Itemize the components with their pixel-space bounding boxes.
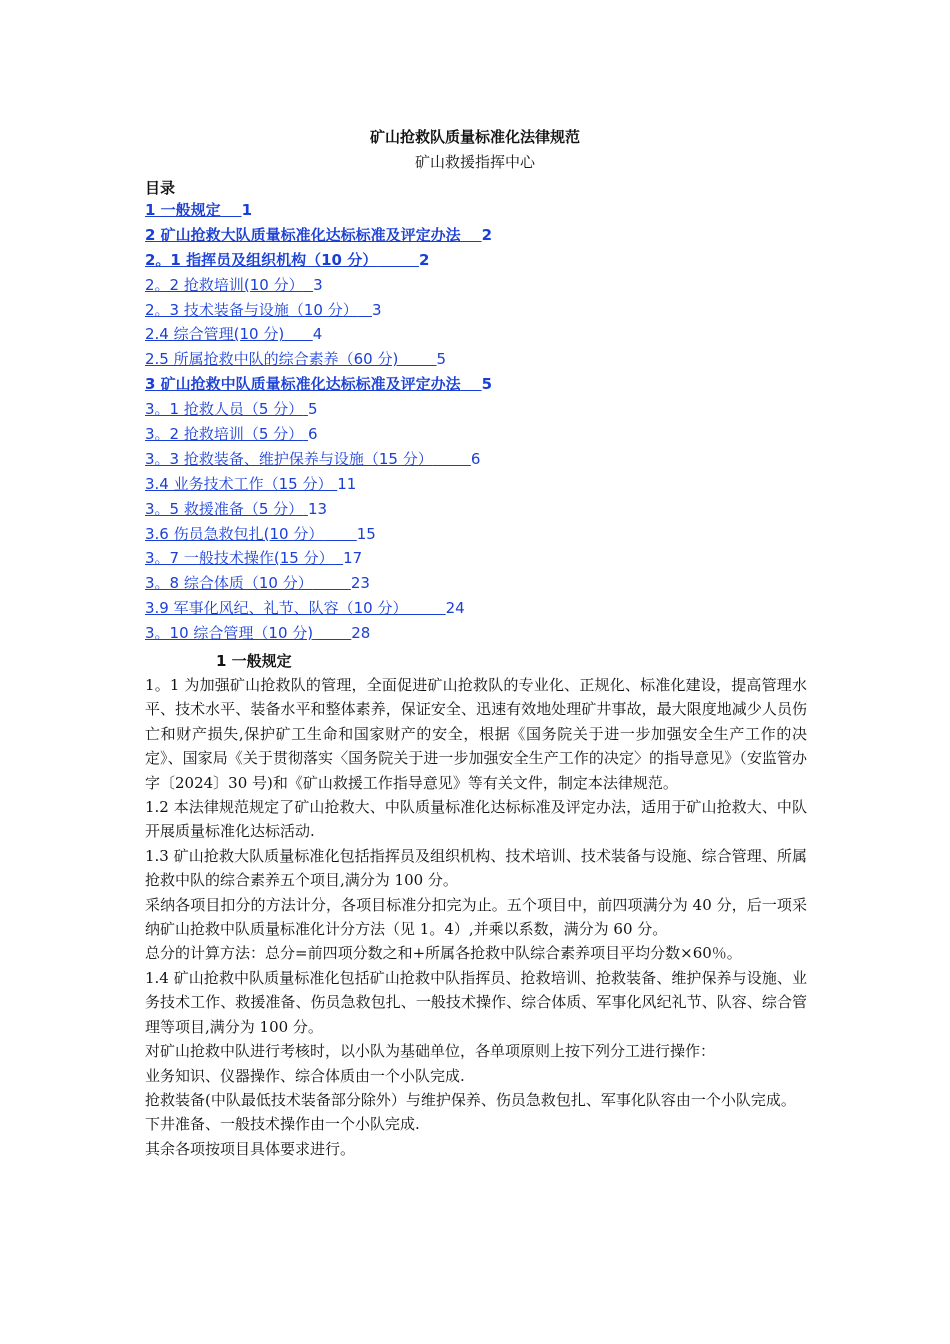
toc-leader [221,201,242,219]
toc-item [145,273,805,298]
body-paragraph: 1。1 为加强矿山抢救队的管理，全面促进矿山抢救队的专业化、正规化、标准化建设，提高管理水平、技术水平、装备水平和整体素养，保证安全、迅速有效地处理矿井事故，最大限度地减少人员伤亡和财产损失,保护矿工生命和国家财产的安全，根据《国务院关于进一步加强安全生产工作的决定》、国家局《关于贯彻落实〈国务院关于进一步加强安全生产工作的决定〉的指导意见》（安监管办字〔2024〕30 号)和《矿山救援工作指导意见》等有关文件，制定本法律规范。 [145,676,807,792]
toc-link[interactable] [145,525,376,543]
toc-link-label: 2。1 指挥员及组织机构（10 分） [145,250,378,269]
toc-page-number: 2 [481,225,492,244]
toc-item [145,372,805,397]
toc-item [145,198,805,223]
body-paragraph: 1.3 矿山抢救大队质量标准化包括指挥员及组织机构、技术培训、技术装备与设施、综合管理、所属抢救中队的综合素养五个项目,满分为 100 分。 [145,846,807,890]
toc-page-number: 6 [470,449,481,468]
toc-link[interactable] [145,201,252,219]
toc-link-label: 2。3 技术装备与设施（10 分） [145,300,358,319]
toc-link[interactable] [145,226,492,244]
toc-leader [461,375,482,393]
toc-page-number: 15 [356,524,376,543]
toc-page-number: 2 [418,250,430,269]
toc-leader [433,450,471,468]
toc-leader [377,251,419,269]
toc-item [145,422,805,447]
document-title: 矿山抢救队质量标准化法律规范 [369,128,580,146]
toc-item [145,596,805,621]
toc-page-number: 11 [337,474,357,493]
toc-link[interactable] [145,301,382,319]
toc-page-number: 5 [436,350,447,369]
toc-link[interactable] [145,599,465,617]
toc-item [145,447,805,472]
toc-link-label: 3。1 抢救人员（5 分） [145,400,304,419]
section-title: 1 一般规定 [216,652,292,670]
body-paragraph: 业务知识、仪器操作、综合体质由一个小队完成. [145,1066,465,1085]
toc-page-number: 3 [313,275,323,294]
toc-item [145,397,805,422]
toc-leader [313,624,351,642]
toc-item [145,621,805,646]
toc-item [145,322,805,347]
toc-link[interactable] [145,574,370,592]
toc-item [145,522,805,547]
section-body [145,673,807,1161]
toc-page-number: 23 [350,574,370,593]
toc-item [145,347,805,372]
toc-leader [407,599,445,617]
body-paragraph: 抢救装备(中队最低技术装备部分除外）与维护保养、伤员急救包扎、军事化队容由一个小队完成。 [145,1090,796,1109]
toc-link[interactable] [145,350,446,368]
toc-link-label: 3。10 综合管理（10 分) [145,624,314,643]
toc-heading: 目录 [145,179,176,197]
toc-item [145,223,805,248]
toc-link-label: 3。3 抢救装备、维护保养与设施（15 分） [145,449,433,468]
body-paragraph: 总分的计算方法：总分=前四项分数之和+所属各抢救中队综合素养项目平均分数×60％。 [145,944,742,963]
toc-link-label: 1 一般规定 [145,201,221,219]
toc-leader [398,350,436,368]
toc-link[interactable] [145,400,318,418]
toc-leader [313,574,351,592]
body-paragraph: 下井准备、一般技术操作由一个小队完成. [145,1115,420,1134]
toc-page-number: 17 [343,549,363,568]
toc-leader [284,325,313,343]
toc-link[interactable] [145,549,362,567]
toc-page-number: 5 [307,400,318,419]
toc-item [145,248,805,273]
toc-leader [334,549,344,567]
body-paragraph: 其余各项按项目具体要求进行。 [145,1139,356,1158]
toc-page-number: 4 [312,325,323,344]
toc-link-label: 3.9 军事化风纪、礼节、队容（10 分） [145,599,408,618]
toc-link-label: 3。5 救援准备（5 分） [145,499,304,518]
toc-link-label: 3。7 一般技术操作(15 分） [145,549,334,568]
toc-link-label: 3.4 业务技术工作（15 分） [145,474,333,493]
toc-leader [358,301,372,319]
toc-page-number: 1 [241,201,252,219]
toc-link-label: 3。2 抢救培训（5 分） [145,425,304,444]
toc-link-label: 2。2 抢救培训(10 分） [145,275,304,294]
toc-link[interactable] [145,500,327,518]
toc-item [145,472,805,497]
toc-item [145,298,805,323]
toc-link-label: 2 矿山抢救大队质量标准化达标标准及评定办法 [145,225,461,244]
toc-page-number: 24 [445,599,465,618]
toc-link[interactable] [145,276,323,294]
toc-link-label: 2.5 所属抢救中队的综合素养（60 分) [145,350,399,369]
toc-page-number: 13 [307,499,328,518]
toc-item [145,571,805,596]
table-of-contents [145,198,805,646]
toc-link[interactable] [145,251,429,269]
toc-link[interactable] [145,624,370,642]
toc-link[interactable] [145,325,322,343]
toc-page-number: 28 [351,624,371,643]
toc-item [145,497,805,522]
toc-link[interactable] [145,375,492,393]
toc-leader [323,525,356,543]
toc-link[interactable] [145,450,480,468]
toc-link[interactable] [145,425,318,443]
toc-leader [304,276,314,294]
toc-link-label: 3.6 伤员急救包扎(10 分） [145,524,324,543]
toc-page-number: 3 [372,300,382,319]
body-paragraph: 1.2 本法律规范规定了矿山抢救大、中队质量标准化达标标准及评定办法，适用于矿山抢救大、中队开展质量标准化达标活动. [145,798,807,841]
toc-item [145,546,805,571]
body-paragraph: 对矿山抢救中队进行考核时，以小队为基础单位，各单项原则上按下列分工进行操作： [145,1042,716,1061]
toc-page-number: 5 [481,375,492,394]
toc-link-label: 3 矿山抢救中队质量标准化达标标准及评定办法 [145,375,461,394]
toc-page-number: 6 [307,425,318,444]
body-paragraph: 采纳各项目扣分的方法计分，各项目标准分扣完为止。五个项目中，前四项满分为 40 分，后一项采纳矿山抢救中队质量标准化计分方法（见 1。4）,并乘以系数，满分为 60 分。 [145,895,807,939]
document-subtitle: 矿山救援指挥中心 [414,153,535,171]
toc-link[interactable] [145,475,356,493]
toc-leader [461,226,482,244]
toc-link-label: 3。8 综合体质（10 分） [145,574,313,593]
body-paragraph: 1.4 矿山抢救中队质量标准化包括矿山抢救中队指挥员、抢救培训、抢救装备、维护保养与设施、业务技术工作、救援准备、伤员急救包扎、一般技术操作、综合体质、军事化风纪礼节、队容、综合管理等项目,满分为 100 分。 [145,968,807,1036]
toc-link-label: 2.4 综合管理(10 分) [145,325,285,344]
